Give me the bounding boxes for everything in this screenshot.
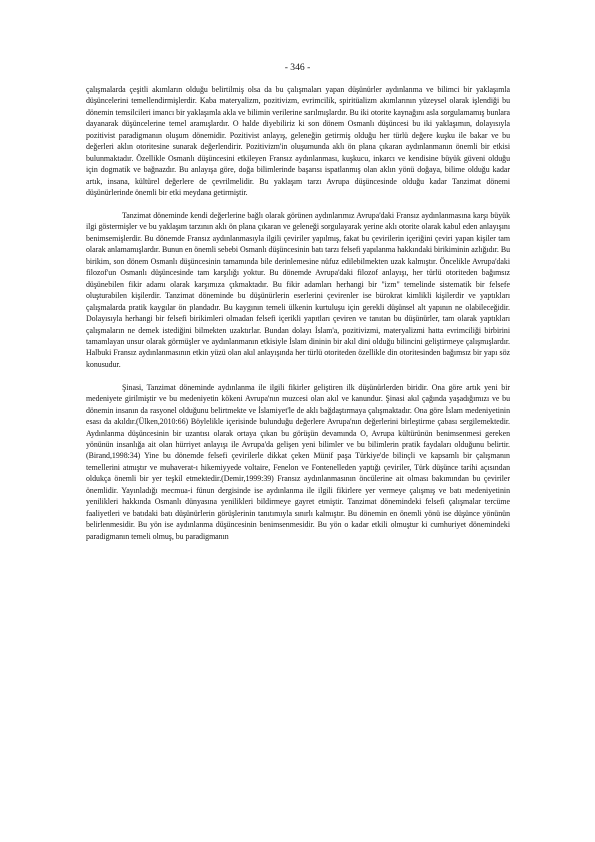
- page-number: - 346 -: [284, 62, 311, 73]
- paragraph-3: Şinasi, Tanzimat döneminde aydınlanma ile ilgili fikirler geliştiren ilk düşünürlerden biridir. Ona göre artık yeni bir medeniyete girilmiştir ve bu medeniyetin kökeni Avrupa'nın muzcesi olan akıl ve kanundur. Şinasi akıl çağında yaşadığımızı ve bu dönemin insanın da rasyonel olduğunu belirtmekte ve İslamiyet'le de aklı bağdaştırmaya çalışmaktadır. Ona göre İslam medeniyetinin esası da akıldır.(Ülken,2010:66) Böylelikle içerisinde bulunduğu değerlere Avrupa'nın değerlerini birleştirme çabası sergilemektedir. Aydınlanma düşüncesinin bir uzantısı olarak ortaya çıkan bu görüşün devamında O, Avrupa kültürünün benimsenmesi gereken yönünün insanlığa ait olan hürriyet anlayışı ile Avrupa'da gelişen yeni bilimler ve bu bilimlerin pratik faydaları olduğunu belirtir.(Birand,1998:34) Yine bu dönemde felsefi çevirilerle dikkat çeken Münif paşa Türkiye'de bilinçli ve kapsamlı bir çalışmanın temellerini atmıştır ve muhaverat-ı hikemiyyede voltaire, Fenelon ve Fontenelleden yaptığı çeviriler, Türk düşünce tarihi açısından oldukça önemli bir yer teşkil etmektedir.(Demir,1999:39) Fransız aydınlanmasının öncülerine ait olması bakımından bu çeviriler önemlidir. Yayınladığı mecmua-i fünun dergisinde ise aydınlanma ile ilgili fikirlere yer vermeye çalışmış ve batı medeniyetinin yenilikleri hakkında Osmanlı dünyasına yenilikleri bildirmeye gayret etmiştir. Tanzimat dönemindeki felsefi çalışmalar tercüme faaliyetleri ve batıdaki batı düşünürlerin görüşlerinin tanıtımıyla sınırlı kalmıştır. Bu dönemin en önemli yönü ise düşünce yönünün belirlenmesidir. Bu yön ise aydınlanma düşüncesinin benimsenmesidir. Bu yön o kadar etkili olmuştur ki cumhuriyet dönemindeki paradigmanın temeli olmuş, bu paradigmanın: [86, 382, 510, 541]
- paragraph-spacer: [86, 370, 510, 381]
- paragraph-1: çalışmalarda çeşitli akımların olduğu belirtilmiş olsa da bu çalışmaları yapan düşünürler aydınlanma ve bilimci bir yaklaşımla düşüncelerini temellendirmişlerdir. Kaba materyalizm, pozitivizm, evrimcilik, spiritüalizm akımlarının yüzeysel olarak işlendiği bu dönemin temsilcileri imancı bir yaklaşımla akla ve bilimin verilerine sarılmışlardır. Bu iki otorite kaynağını asla sorgulamamış bunlara dayanarak düşüncelerine temel aramışlardır. O halde diyebiliriz ki son dönem Osmanlı düşüncesi bu iki yaklaşımın, dolayısıyla pozitivist paradigmanın oluşum dönemidir. Pozitivist anlayış, geleneğin getirmiş olduğu her türlü değere kuşku ile bakar ve bu değerleri aklın otoritesine sunarak değerlendirir. Pozitivizm'in oluşumunda aklı ön plana çıkaran aydınlanmanın önemli bir etkisi bulunmaktadır. Özellikle Osmanlı düşüncesini etkileyen Fransız aydınlanması, kuşkucu, inkarcı ve kendisine büyük güveni olduğu için dogmatik ve bağnazdır. Bu anlayışa göre, doğa bilimlerinde başarısı ispatlanmış olan aklın yönü doğaya, bilime olduğu kadar artık, insana, kültürel değerlere de çevrilmelidir. Bu yaklaşım tarzı Avrupa düşüncesinde olduğu kadar Tanzimat dönemi düşünürlerinde önemli bir etki meydana getirmiştir.: [86, 85, 510, 198]
- paragraph-spacer: [86, 199, 510, 210]
- paragraph-2: Tanzimat döneminde kendi değerlerine bağlı olarak görünen aydınlarımız Avrupa'daki Fransız aydınlanmasına karşı büyük ilgi göstermişler ve bu yaklaşım tarzının aklı ön plana çıkaran ve geleneği sorgulayarak yerine aklı otorite olarak kabul eden anlayışını benimsemişlerdir. Bu dönemde Fransız aydınlanmasıyla ilgili çeviriler yapılmış, fakat bu çevirilerin içeriğini çeviri yapan kişiler tam olarak anlamamışlardır. Bunun en önemli sebebi Osmanlı düşüncesinin batı tarzı felsefi yapılanma hakkındaki birikiminin azlığıdır. Bu birikim, son dönem Osmanlı düşüncesinin tamamında bile derinlemesine nüfuz edilebilmekten uzak kalmıştır. Öncelikle Avrupa'daki filozof'un Osmanlı düşüncesinde tam karşılığı yoktur. Bu dönemde Avrupa'daki filozof anlayışı, her türlü otoriteden bağımsız düşünebilen fikir adamı olarak karşımıza çıkmaktadır. Bu fikir adamları herhangi bir "izm" temelinde sistematik bir felsefe oluşturabilen kişilerdir. Tanzimat döneminde bu düşünürlerin eserlerini çevirenler ise bürokrat kimlikli kişilerdir ve yaptıkları çalışmalarda pratik kaygılar ön plandadır. Bu kaygının temeli ülkenin kurtuluşu için gerekli düşünsel alt yapının ne olabileceğidir. Dolayısıyla herhangi bir felsefi birikimleri olmadan felsefi içerikli yapıtları çeviren ve tanıtan bu düşünürler, tam olarak yaptıkları çalışmaların ne demek istediğini bilmekten uzaktırlar. Bundan dolayı İslam'a, pozitivizmi, materyalizmi hatta evrimciliği birbirini tamamlayan unsur olarak görmüşler ve aydınlanmanın etkisiyle İslam dininin bir akıl dini olduğu bilincini geliştirmeye çalışmışlardır. Halbuki Fransız aydınlanmasının etkin yüzü olan akıl anlayışında her türlü otoriteden özellikle din otoritesinden bağımsız bir yapı söz konusudur.: [86, 210, 510, 369]
- body-text: [86, 84, 510, 542]
